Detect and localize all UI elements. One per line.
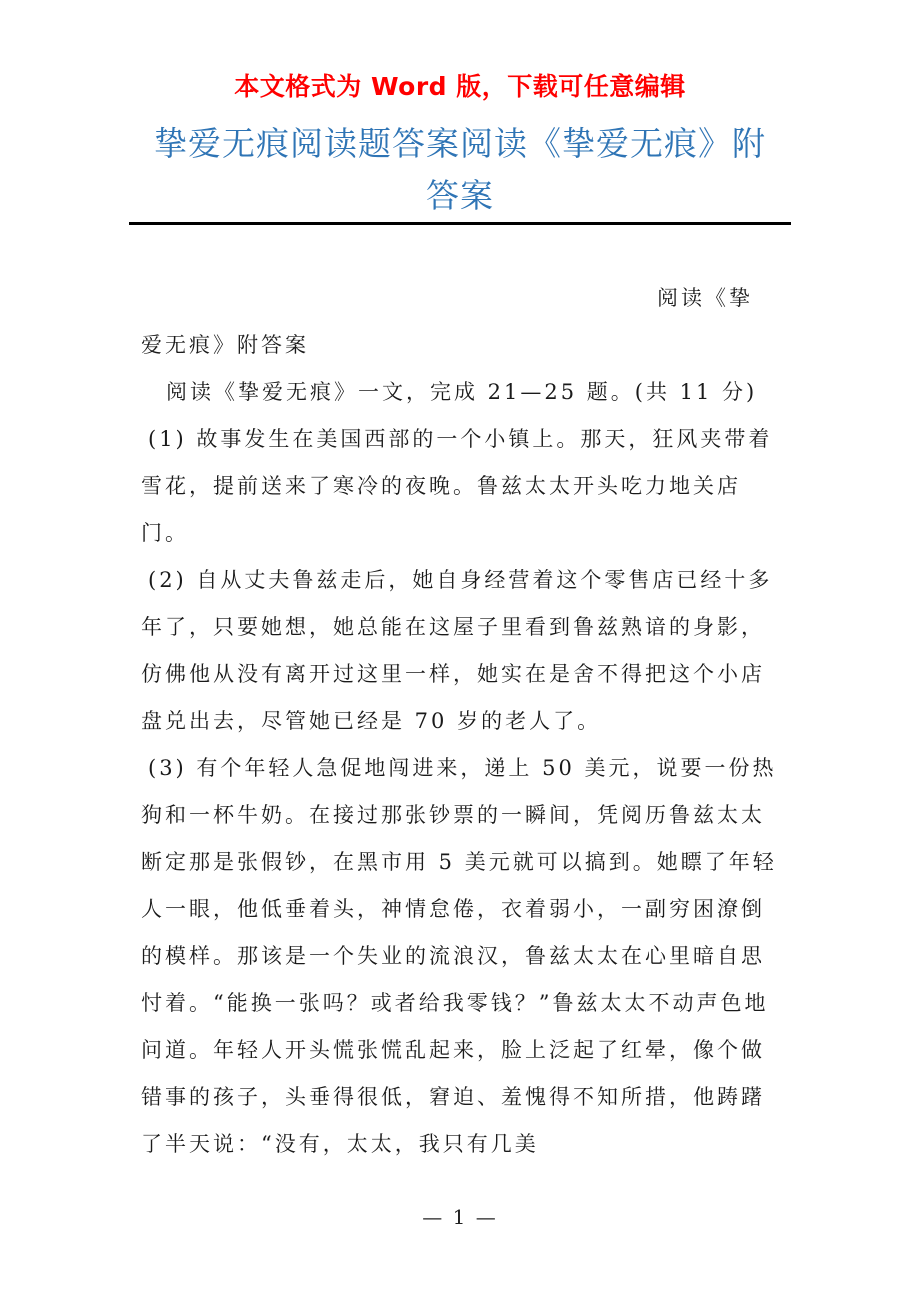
subheading-line-1: 阅读《挚	[657, 286, 753, 310]
paragraph-3: (3) 有个年轻人急促地闯进来，递上 50 美元，说要一份热狗和一杯牛奶。在接过那张钞票的一瞬间，凭阅历鲁兹太太断定那是张假钞，在黑市用 5 美元就可以搞到。她瞟了年轻人一眼，他低垂着头，神情怠倦，衣着弱小，一副穷困潦倒的模样。那该是一个失业的流浪汉，鲁兹太太在心里暗自思忖着。“能换一张吗？或者给我零钱？”鲁兹太太不动声色地问道。年轻人开头慌张慌乱起来，脸上泛起了红晕，像个做错事的孩子，头垂得很低，窘迫、羞愧得不知所措，他踌躇了半天说：“没有，太太，我只有几美	[141, 756, 777, 1156]
paragraph-1: (1) 故事发生在美国西部的一个小镇上。那天，狂风夹带着雪花，提前送来了寒冷的夜晚。鲁兹太太开头吃力地关店门。	[141, 427, 773, 545]
page-number: — 1 —	[422, 1205, 498, 1229]
subheading-line-2: 爱无痕》附答案	[141, 333, 309, 357]
document-title: 挚爱无痕阅读题答案阅读《挚爱无痕》附答案	[154, 124, 766, 215]
paragraph-2: (2) 自从丈夫鲁兹走后，她自身经营着这个零售店已经十多年了，只要她想，她总能在这屋子里看到鲁兹熟谙的身影，仿佛他从没有离开过这里一样，她实在是舍不得把这个小店盘兑出去，尽管她已经是 70 岁的老人了。	[141, 568, 773, 733]
intro-paragraph: 阅读《挚爱无痕》一文，完成 21—25 题。(共 11 分)	[166, 380, 758, 404]
title-divider	[129, 222, 791, 225]
word-format-banner: 本文格式为 Word 版，下载可任意编辑	[234, 72, 686, 101]
document-body	[141, 275, 781, 1168]
